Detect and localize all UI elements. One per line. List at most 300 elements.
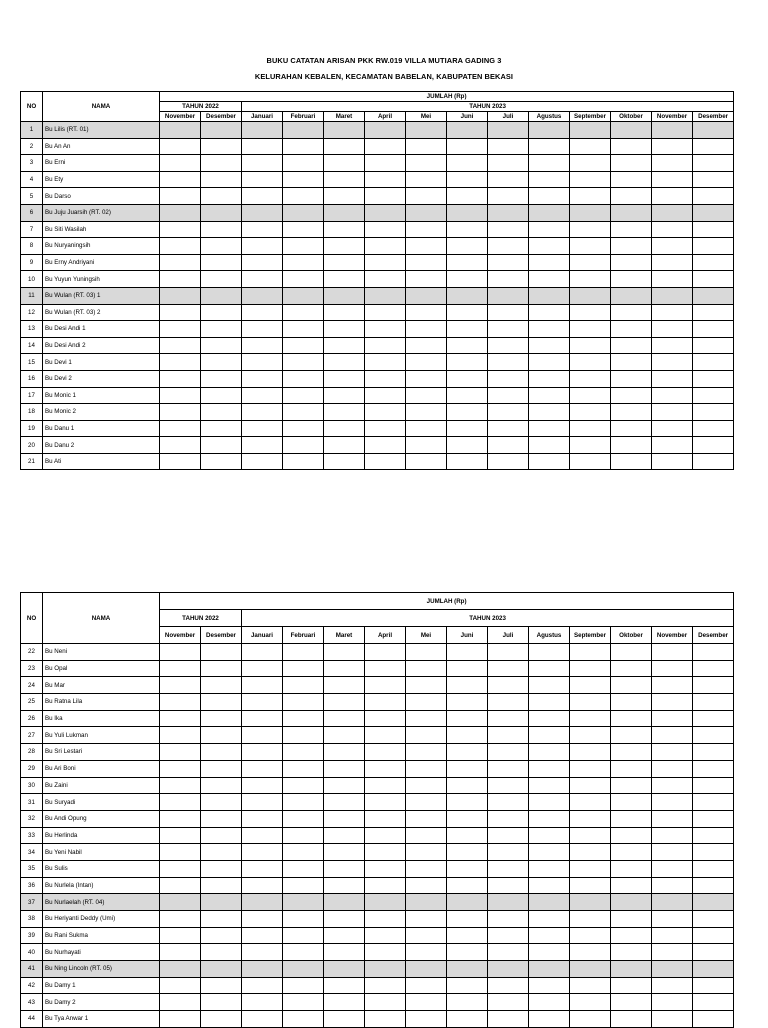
payment-cell[interactable]: [365, 844, 406, 861]
payment-cell[interactable]: [529, 254, 570, 271]
payment-cell[interactable]: [652, 777, 693, 794]
payment-cell[interactable]: [693, 287, 734, 304]
payment-cell[interactable]: [529, 122, 570, 139]
payment-cell[interactable]: [406, 437, 447, 454]
payment-cell[interactable]: [488, 694, 529, 711]
payment-cell[interactable]: [242, 337, 283, 354]
payment-cell[interactable]: [406, 644, 447, 661]
payment-cell[interactable]: [529, 337, 570, 354]
payment-cell[interactable]: [283, 977, 324, 994]
payment-cell[interactable]: [529, 1011, 570, 1028]
payment-cell[interactable]: [652, 188, 693, 205]
payment-cell[interactable]: [160, 961, 201, 978]
payment-cell[interactable]: [693, 238, 734, 255]
payment-cell[interactable]: [570, 944, 611, 961]
payment-cell[interactable]: [365, 254, 406, 271]
payment-cell[interactable]: [324, 453, 365, 470]
payment-cell[interactable]: [283, 370, 324, 387]
payment-cell[interactable]: [242, 760, 283, 777]
payment-cell[interactable]: [652, 961, 693, 978]
payment-cell[interactable]: [447, 877, 488, 894]
payment-cell[interactable]: [160, 877, 201, 894]
payment-cell[interactable]: [324, 827, 365, 844]
payment-cell[interactable]: [611, 155, 652, 172]
payment-cell[interactable]: [160, 238, 201, 255]
payment-cell[interactable]: [447, 727, 488, 744]
payment-cell[interactable]: [652, 254, 693, 271]
payment-cell[interactable]: [406, 827, 447, 844]
payment-cell[interactable]: [488, 321, 529, 338]
payment-cell[interactable]: [652, 744, 693, 761]
payment-cell[interactable]: [652, 927, 693, 944]
payment-cell[interactable]: [406, 387, 447, 404]
payment-cell[interactable]: [201, 354, 242, 371]
payment-cell[interactable]: [529, 961, 570, 978]
payment-cell[interactable]: [201, 710, 242, 727]
payment-cell[interactable]: [242, 927, 283, 944]
payment-cell[interactable]: [324, 710, 365, 727]
payment-cell[interactable]: [447, 404, 488, 421]
payment-cell[interactable]: [201, 944, 242, 961]
payment-cell[interactable]: [570, 927, 611, 944]
payment-cell[interactable]: [160, 860, 201, 877]
payment-cell[interactable]: [406, 354, 447, 371]
payment-cell[interactable]: [652, 321, 693, 338]
payment-cell[interactable]: [406, 420, 447, 437]
payment-cell[interactable]: [693, 694, 734, 711]
payment-cell[interactable]: [365, 677, 406, 694]
payment-cell[interactable]: [406, 860, 447, 877]
payment-cell[interactable]: [693, 1011, 734, 1028]
payment-cell[interactable]: [160, 894, 201, 911]
payment-cell[interactable]: [242, 171, 283, 188]
payment-cell[interactable]: [570, 287, 611, 304]
payment-cell[interactable]: [529, 810, 570, 827]
payment-cell[interactable]: [283, 221, 324, 238]
payment-cell[interactable]: [693, 304, 734, 321]
payment-cell[interactable]: [242, 437, 283, 454]
payment-cell[interactable]: [365, 271, 406, 288]
payment-cell[interactable]: [693, 321, 734, 338]
payment-cell[interactable]: [488, 420, 529, 437]
payment-cell[interactable]: [488, 238, 529, 255]
payment-cell[interactable]: [447, 420, 488, 437]
payment-cell[interactable]: [652, 404, 693, 421]
payment-cell[interactable]: [201, 994, 242, 1011]
payment-cell[interactable]: [406, 810, 447, 827]
payment-cell[interactable]: [324, 221, 365, 238]
payment-cell[interactable]: [529, 238, 570, 255]
payment-cell[interactable]: [652, 337, 693, 354]
payment-cell[interactable]: [488, 171, 529, 188]
payment-cell[interactable]: [160, 138, 201, 155]
payment-cell[interactable]: [160, 171, 201, 188]
payment-cell[interactable]: [652, 287, 693, 304]
payment-cell[interactable]: [693, 977, 734, 994]
payment-cell[interactable]: [160, 420, 201, 437]
payment-cell[interactable]: [447, 437, 488, 454]
payment-cell[interactable]: [406, 271, 447, 288]
payment-cell[interactable]: [324, 171, 365, 188]
payment-cell[interactable]: [201, 171, 242, 188]
payment-cell[interactable]: [406, 138, 447, 155]
payment-cell[interactable]: [611, 961, 652, 978]
payment-cell[interactable]: [447, 644, 488, 661]
payment-cell[interactable]: [652, 1011, 693, 1028]
payment-cell[interactable]: [652, 238, 693, 255]
payment-cell[interactable]: [406, 171, 447, 188]
payment-cell[interactable]: [611, 977, 652, 994]
payment-cell[interactable]: [242, 877, 283, 894]
payment-cell[interactable]: [693, 794, 734, 811]
payment-cell[interactable]: [611, 370, 652, 387]
payment-cell[interactable]: [611, 911, 652, 928]
payment-cell[interactable]: [570, 994, 611, 1011]
payment-cell[interactable]: [201, 794, 242, 811]
payment-cell[interactable]: [160, 694, 201, 711]
payment-cell[interactable]: [488, 437, 529, 454]
payment-cell[interactable]: [447, 453, 488, 470]
payment-cell[interactable]: [570, 860, 611, 877]
payment-cell[interactable]: [242, 404, 283, 421]
payment-cell[interactable]: [570, 844, 611, 861]
payment-cell[interactable]: [529, 221, 570, 238]
payment-cell[interactable]: [324, 844, 365, 861]
payment-cell[interactable]: [488, 404, 529, 421]
payment-cell[interactable]: [488, 911, 529, 928]
payment-cell[interactable]: [365, 387, 406, 404]
payment-cell[interactable]: [570, 961, 611, 978]
payment-cell[interactable]: [283, 453, 324, 470]
payment-cell[interactable]: [160, 321, 201, 338]
payment-cell[interactable]: [652, 994, 693, 1011]
payment-cell[interactable]: [529, 321, 570, 338]
payment-cell[interactable]: [611, 677, 652, 694]
payment-cell[interactable]: [488, 1011, 529, 1028]
payment-cell[interactable]: [570, 777, 611, 794]
payment-cell[interactable]: [611, 404, 652, 421]
payment-cell[interactable]: [570, 1011, 611, 1028]
payment-cell[interactable]: [283, 138, 324, 155]
payment-cell[interactable]: [693, 354, 734, 371]
payment-cell[interactable]: [693, 810, 734, 827]
payment-cell[interactable]: [488, 354, 529, 371]
payment-cell[interactable]: [406, 660, 447, 677]
payment-cell[interactable]: [201, 694, 242, 711]
payment-cell[interactable]: [160, 155, 201, 172]
payment-cell[interactable]: [570, 404, 611, 421]
payment-cell[interactable]: [488, 810, 529, 827]
payment-cell[interactable]: [324, 660, 365, 677]
payment-cell[interactable]: [529, 660, 570, 677]
payment-cell[interactable]: [693, 760, 734, 777]
payment-cell[interactable]: [242, 694, 283, 711]
payment-cell[interactable]: [570, 420, 611, 437]
payment-cell[interactable]: [529, 727, 570, 744]
payment-cell[interactable]: [160, 337, 201, 354]
payment-cell[interactable]: [365, 437, 406, 454]
payment-cell[interactable]: [201, 155, 242, 172]
payment-cell[interactable]: [365, 911, 406, 928]
payment-cell[interactable]: [570, 271, 611, 288]
payment-cell[interactable]: [611, 994, 652, 1011]
payment-cell[interactable]: [652, 204, 693, 221]
payment-cell[interactable]: [365, 710, 406, 727]
payment-cell[interactable]: [160, 777, 201, 794]
payment-cell[interactable]: [529, 404, 570, 421]
payment-cell[interactable]: [447, 238, 488, 255]
payment-cell[interactable]: [570, 122, 611, 139]
payment-cell[interactable]: [201, 204, 242, 221]
payment-cell[interactable]: [283, 337, 324, 354]
payment-cell[interactable]: [488, 138, 529, 155]
payment-cell[interactable]: [693, 744, 734, 761]
payment-cell[interactable]: [611, 171, 652, 188]
payment-cell[interactable]: [570, 894, 611, 911]
payment-cell[interactable]: [283, 894, 324, 911]
payment-cell[interactable]: [201, 337, 242, 354]
payment-cell[interactable]: [283, 321, 324, 338]
payment-cell[interactable]: [242, 677, 283, 694]
payment-cell[interactable]: [365, 810, 406, 827]
payment-cell[interactable]: [529, 710, 570, 727]
payment-cell[interactable]: [447, 810, 488, 827]
payment-cell[interactable]: [693, 370, 734, 387]
payment-cell[interactable]: [611, 321, 652, 338]
payment-cell[interactable]: [447, 254, 488, 271]
payment-cell[interactable]: [447, 777, 488, 794]
payment-cell[interactable]: [242, 287, 283, 304]
payment-cell[interactable]: [652, 860, 693, 877]
payment-cell[interactable]: [611, 420, 652, 437]
payment-cell[interactable]: [529, 287, 570, 304]
payment-cell[interactable]: [611, 744, 652, 761]
payment-cell[interactable]: [365, 453, 406, 470]
payment-cell[interactable]: [160, 827, 201, 844]
payment-cell[interactable]: [693, 387, 734, 404]
payment-cell[interactable]: [406, 911, 447, 928]
payment-cell[interactable]: [488, 204, 529, 221]
payment-cell[interactable]: [365, 927, 406, 944]
payment-cell[interactable]: [488, 155, 529, 172]
payment-cell[interactable]: [324, 760, 365, 777]
payment-cell[interactable]: [324, 860, 365, 877]
payment-cell[interactable]: [693, 727, 734, 744]
payment-cell[interactable]: [652, 437, 693, 454]
payment-cell[interactable]: [406, 944, 447, 961]
payment-cell[interactable]: [693, 777, 734, 794]
payment-cell[interactable]: [447, 794, 488, 811]
payment-cell[interactable]: [488, 977, 529, 994]
payment-cell[interactable]: [160, 994, 201, 1011]
payment-cell[interactable]: [652, 944, 693, 961]
payment-cell[interactable]: [242, 321, 283, 338]
payment-cell[interactable]: [406, 453, 447, 470]
payment-cell[interactable]: [529, 977, 570, 994]
payment-cell[interactable]: [652, 370, 693, 387]
payment-cell[interactable]: [406, 304, 447, 321]
payment-cell[interactable]: [242, 810, 283, 827]
payment-cell[interactable]: [611, 387, 652, 404]
payment-cell[interactable]: [201, 810, 242, 827]
payment-cell[interactable]: [365, 994, 406, 1011]
payment-cell[interactable]: [160, 370, 201, 387]
payment-cell[interactable]: [324, 404, 365, 421]
payment-cell[interactable]: [406, 894, 447, 911]
payment-cell[interactable]: [283, 877, 324, 894]
payment-cell[interactable]: [570, 304, 611, 321]
payment-cell[interactable]: [570, 254, 611, 271]
payment-cell[interactable]: [283, 354, 324, 371]
payment-cell[interactable]: [283, 911, 324, 928]
payment-cell[interactable]: [488, 794, 529, 811]
payment-cell[interactable]: [693, 944, 734, 961]
payment-cell[interactable]: [283, 420, 324, 437]
payment-cell[interactable]: [447, 155, 488, 172]
payment-cell[interactable]: [324, 138, 365, 155]
payment-cell[interactable]: [611, 337, 652, 354]
payment-cell[interactable]: [652, 844, 693, 861]
payment-cell[interactable]: [242, 894, 283, 911]
payment-cell[interactable]: [324, 370, 365, 387]
payment-cell[interactable]: [406, 287, 447, 304]
payment-cell[interactable]: [242, 155, 283, 172]
payment-cell[interactable]: [160, 760, 201, 777]
payment-cell[interactable]: [160, 271, 201, 288]
payment-cell[interactable]: [611, 877, 652, 894]
payment-cell[interactable]: [488, 844, 529, 861]
payment-cell[interactable]: [652, 420, 693, 437]
payment-cell[interactable]: [242, 994, 283, 1011]
payment-cell[interactable]: [201, 138, 242, 155]
payment-cell[interactable]: [652, 710, 693, 727]
payment-cell[interactable]: [324, 287, 365, 304]
payment-cell[interactable]: [324, 727, 365, 744]
payment-cell[interactable]: [488, 304, 529, 321]
payment-cell[interactable]: [242, 911, 283, 928]
payment-cell[interactable]: [242, 660, 283, 677]
payment-cell[interactable]: [693, 453, 734, 470]
payment-cell[interactable]: [242, 204, 283, 221]
payment-cell[interactable]: [570, 677, 611, 694]
payment-cell[interactable]: [242, 744, 283, 761]
payment-cell[interactable]: [201, 894, 242, 911]
payment-cell[interactable]: [488, 944, 529, 961]
payment-cell[interactable]: [160, 744, 201, 761]
payment-cell[interactable]: [652, 155, 693, 172]
payment-cell[interactable]: [447, 694, 488, 711]
payment-cell[interactable]: [365, 1011, 406, 1028]
payment-cell[interactable]: [447, 844, 488, 861]
payment-cell[interactable]: [529, 677, 570, 694]
payment-cell[interactable]: [365, 122, 406, 139]
payment-cell[interactable]: [242, 238, 283, 255]
payment-cell[interactable]: [365, 287, 406, 304]
payment-cell[interactable]: [611, 221, 652, 238]
payment-cell[interactable]: [283, 827, 324, 844]
payment-cell[interactable]: [406, 710, 447, 727]
payment-cell[interactable]: [365, 420, 406, 437]
payment-cell[interactable]: [365, 221, 406, 238]
payment-cell[interactable]: [529, 744, 570, 761]
payment-cell[interactable]: [324, 911, 365, 928]
payment-cell[interactable]: [160, 1011, 201, 1028]
payment-cell[interactable]: [365, 760, 406, 777]
payment-cell[interactable]: [488, 894, 529, 911]
payment-cell[interactable]: [693, 171, 734, 188]
payment-cell[interactable]: [570, 321, 611, 338]
payment-cell[interactable]: [242, 860, 283, 877]
payment-cell[interactable]: [652, 977, 693, 994]
payment-cell[interactable]: [201, 860, 242, 877]
payment-cell[interactable]: [652, 894, 693, 911]
payment-cell[interactable]: [324, 437, 365, 454]
payment-cell[interactable]: [365, 155, 406, 172]
payment-cell[interactable]: [201, 911, 242, 928]
payment-cell[interactable]: [529, 644, 570, 661]
payment-cell[interactable]: [611, 238, 652, 255]
payment-cell[interactable]: [324, 337, 365, 354]
payment-cell[interactable]: [570, 760, 611, 777]
payment-cell[interactable]: [447, 827, 488, 844]
payment-cell[interactable]: [652, 794, 693, 811]
payment-cell[interactable]: [324, 420, 365, 437]
payment-cell[interactable]: [283, 944, 324, 961]
payment-cell[interactable]: [201, 387, 242, 404]
payment-cell[interactable]: [201, 744, 242, 761]
payment-cell[interactable]: [283, 760, 324, 777]
payment-cell[interactable]: [160, 844, 201, 861]
payment-cell[interactable]: [488, 710, 529, 727]
payment-cell[interactable]: [488, 453, 529, 470]
payment-cell[interactable]: [201, 370, 242, 387]
payment-cell[interactable]: [488, 370, 529, 387]
payment-cell[interactable]: [652, 694, 693, 711]
payment-cell[interactable]: [570, 204, 611, 221]
payment-cell[interactable]: [201, 188, 242, 205]
payment-cell[interactable]: [570, 911, 611, 928]
payment-cell[interactable]: [406, 188, 447, 205]
payment-cell[interactable]: [242, 844, 283, 861]
payment-cell[interactable]: [488, 727, 529, 744]
payment-cell[interactable]: [242, 122, 283, 139]
payment-cell[interactable]: [447, 354, 488, 371]
payment-cell[interactable]: [283, 254, 324, 271]
payment-cell[interactable]: [242, 977, 283, 994]
payment-cell[interactable]: [570, 138, 611, 155]
payment-cell[interactable]: [570, 794, 611, 811]
payment-cell[interactable]: [406, 794, 447, 811]
payment-cell[interactable]: [611, 204, 652, 221]
payment-cell[interactable]: [529, 911, 570, 928]
payment-cell[interactable]: [529, 304, 570, 321]
payment-cell[interactable]: [652, 877, 693, 894]
payment-cell[interactable]: [406, 321, 447, 338]
payment-cell[interactable]: [201, 727, 242, 744]
payment-cell[interactable]: [529, 370, 570, 387]
payment-cell[interactable]: [201, 927, 242, 944]
payment-cell[interactable]: [693, 677, 734, 694]
payment-cell[interactable]: [365, 944, 406, 961]
payment-cell[interactable]: [365, 188, 406, 205]
payment-cell[interactable]: [447, 710, 488, 727]
payment-cell[interactable]: [201, 977, 242, 994]
payment-cell[interactable]: [693, 437, 734, 454]
payment-cell[interactable]: [283, 927, 324, 944]
payment-cell[interactable]: [652, 122, 693, 139]
payment-cell[interactable]: [242, 304, 283, 321]
payment-cell[interactable]: [406, 238, 447, 255]
